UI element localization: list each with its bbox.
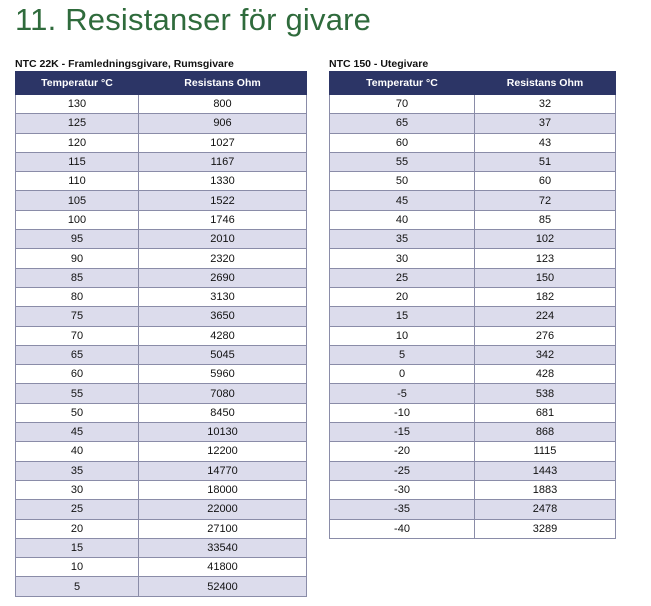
temperature-cell: 35: [330, 230, 475, 249]
table-row: [330, 172, 616, 191]
resistance-cell: 224: [475, 307, 616, 326]
table-row: [330, 461, 616, 480]
temperature-cell: 110: [16, 172, 139, 191]
resistance-cell: 428: [475, 365, 616, 384]
temperature-cell: 0: [330, 365, 475, 384]
table-row: [330, 307, 616, 326]
table-row: [16, 384, 307, 403]
temperature-cell: 120: [16, 133, 139, 152]
temperature-cell: 105: [16, 191, 139, 210]
resistance-cell: 342: [475, 345, 616, 364]
table-row: [16, 558, 307, 577]
resistance-cell: 27100: [139, 519, 307, 538]
resistance-cell: 8450: [139, 403, 307, 422]
resistance-cell: 4280: [139, 326, 307, 345]
temperature-cell: 65: [16, 345, 139, 364]
temperature-cell: -25: [330, 461, 475, 480]
table-row: [330, 133, 616, 152]
resistance-cell: 43: [475, 133, 616, 152]
temperature-cell: 30: [16, 480, 139, 499]
table-row: [16, 442, 307, 461]
temperature-header: Temperatur °C: [330, 72, 475, 95]
table-header-row: [330, 72, 616, 95]
table-row: [16, 345, 307, 364]
resistance-cell: 2320: [139, 249, 307, 268]
temperature-cell: 20: [330, 287, 475, 306]
temperature-cell: 30: [330, 249, 475, 268]
resistance-cell: 800: [139, 95, 307, 114]
table-row: [16, 326, 307, 345]
ntc22k-table-block: [15, 57, 307, 597]
resistance-cell: 32: [475, 95, 616, 114]
temperature-cell: -20: [330, 442, 475, 461]
temperature-cell: 10: [330, 326, 475, 345]
table-row: [16, 365, 307, 384]
table-row: [330, 230, 616, 249]
temperature-cell: 55: [16, 384, 139, 403]
temperature-cell: 70: [16, 326, 139, 345]
ntc150-caption: NTC 150 - Utegivare: [329, 58, 429, 70]
ntc22k-table-body: [16, 95, 307, 597]
resistance-cell: 3130: [139, 287, 307, 306]
table-row: [16, 307, 307, 326]
resistance-cell: 72: [475, 191, 616, 210]
temperature-header: Temperatur °C: [16, 72, 139, 95]
table-row: [16, 249, 307, 268]
temperature-cell: 50: [16, 403, 139, 422]
resistance-cell: 3289: [475, 519, 616, 538]
ntc22k-caption: NTC 22K - Framledningsgivare, Rumsgivare: [15, 58, 234, 70]
resistance-cell: 182: [475, 287, 616, 306]
ntc150-table-block: [329, 57, 616, 539]
temperature-cell: -15: [330, 423, 475, 442]
table-row: [330, 268, 616, 287]
resistance-cell: 1115: [475, 442, 616, 461]
resistance-cell: 102: [475, 230, 616, 249]
temperature-cell: 60: [16, 365, 139, 384]
table-row: [16, 95, 307, 114]
resistance-cell: 1027: [139, 133, 307, 152]
resistance-cell: 2010: [139, 230, 307, 249]
ntc22k-table: [15, 71, 307, 597]
resistance-cell: 7080: [139, 384, 307, 403]
temperature-cell: 10: [16, 558, 139, 577]
resistance-cell: 150: [475, 268, 616, 287]
table-row: [16, 191, 307, 210]
table-row: [16, 500, 307, 519]
table-row: [330, 423, 616, 442]
table-row: [330, 210, 616, 229]
resistance-cell: 1746: [139, 210, 307, 229]
ntc150-table-body: [330, 95, 616, 539]
temperature-cell: -35: [330, 500, 475, 519]
table-row: [330, 114, 616, 133]
temperature-cell: 60: [330, 133, 475, 152]
temperature-cell: 70: [330, 95, 475, 114]
ntc150-table: [329, 71, 616, 539]
resistance-header: Resistans Ohm: [139, 72, 307, 95]
table-row: [16, 268, 307, 287]
temperature-cell: 100: [16, 210, 139, 229]
table-row: [330, 365, 616, 384]
temperature-cell: 95: [16, 230, 139, 249]
resistance-cell: 538: [475, 384, 616, 403]
resistance-cell: 52400: [139, 577, 307, 596]
temperature-cell: 25: [16, 500, 139, 519]
table-row: [330, 519, 616, 538]
resistance-cell: 5960: [139, 365, 307, 384]
table-row: [16, 152, 307, 171]
resistance-cell: 12200: [139, 442, 307, 461]
table-row: [16, 114, 307, 133]
temperature-cell: 15: [16, 538, 139, 557]
temperature-cell: 125: [16, 114, 139, 133]
page-title: 11. Resistanser för givare: [15, 2, 372, 37]
temperature-cell: 65: [330, 114, 475, 133]
resistance-cell: 85: [475, 210, 616, 229]
temperature-cell: -30: [330, 480, 475, 499]
table-row: [330, 287, 616, 306]
resistance-cell: 10130: [139, 423, 307, 442]
resistance-cell: 33540: [139, 538, 307, 557]
resistance-cell: 5045: [139, 345, 307, 364]
resistance-cell: 22000: [139, 500, 307, 519]
table-row: [16, 210, 307, 229]
temperature-cell: 50: [330, 172, 475, 191]
table-row: [16, 423, 307, 442]
temperature-cell: 115: [16, 152, 139, 171]
resistance-cell: 1522: [139, 191, 307, 210]
table-row: [330, 152, 616, 171]
table-row: [330, 249, 616, 268]
resistance-cell: 123: [475, 249, 616, 268]
temperature-cell: 45: [16, 423, 139, 442]
resistance-cell: 14770: [139, 461, 307, 480]
table-row: [330, 345, 616, 364]
table-row: [16, 403, 307, 422]
table-row: [16, 287, 307, 306]
temperature-cell: 55: [330, 152, 475, 171]
temperature-cell: 90: [16, 249, 139, 268]
temperature-cell: 20: [16, 519, 139, 538]
resistance-cell: 276: [475, 326, 616, 345]
temperature-cell: 75: [16, 307, 139, 326]
table-row: [16, 538, 307, 557]
table-row: [16, 230, 307, 249]
table-row: [330, 403, 616, 422]
resistance-cell: 868: [475, 423, 616, 442]
temperature-cell: 45: [330, 191, 475, 210]
table-row: [16, 480, 307, 499]
resistance-cell: 18000: [139, 480, 307, 499]
resistance-cell: 681: [475, 403, 616, 422]
table-row: [16, 519, 307, 538]
resistance-cell: 51: [475, 152, 616, 171]
temperature-cell: -10: [330, 403, 475, 422]
resistance-header: Resistans Ohm: [475, 72, 616, 95]
resistance-cell: 1883: [475, 480, 616, 499]
table-row: [330, 500, 616, 519]
temperature-cell: 15: [330, 307, 475, 326]
table-row: [16, 172, 307, 191]
resistance-cell: 1443: [475, 461, 616, 480]
resistance-cell: 60: [475, 172, 616, 191]
resistance-cell: 906: [139, 114, 307, 133]
temperature-cell: 40: [16, 442, 139, 461]
table-row: [330, 326, 616, 345]
table-row: [330, 480, 616, 499]
table-row: [16, 577, 307, 596]
resistance-cell: 3650: [139, 307, 307, 326]
table-row: [16, 133, 307, 152]
table-row: [330, 95, 616, 114]
resistance-cell: 2478: [475, 500, 616, 519]
resistance-cell: 2690: [139, 268, 307, 287]
temperature-cell: 35: [16, 461, 139, 480]
resistance-cell: 41800: [139, 558, 307, 577]
table-row: [330, 442, 616, 461]
temperature-cell: 5: [16, 577, 139, 596]
temperature-cell: 80: [16, 287, 139, 306]
resistance-cell: 37: [475, 114, 616, 133]
resistance-cell: 1167: [139, 152, 307, 171]
table-row: [16, 461, 307, 480]
temperature-cell: -40: [330, 519, 475, 538]
temperature-cell: 40: [330, 210, 475, 229]
temperature-cell: 25: [330, 268, 475, 287]
temperature-cell: 85: [16, 268, 139, 287]
temperature-cell: 5: [330, 345, 475, 364]
resistance-cell: 1330: [139, 172, 307, 191]
table-header-row: [16, 72, 307, 95]
temperature-cell: -5: [330, 384, 475, 403]
table-row: [330, 384, 616, 403]
temperature-cell: 130: [16, 95, 139, 114]
table-row: [330, 191, 616, 210]
